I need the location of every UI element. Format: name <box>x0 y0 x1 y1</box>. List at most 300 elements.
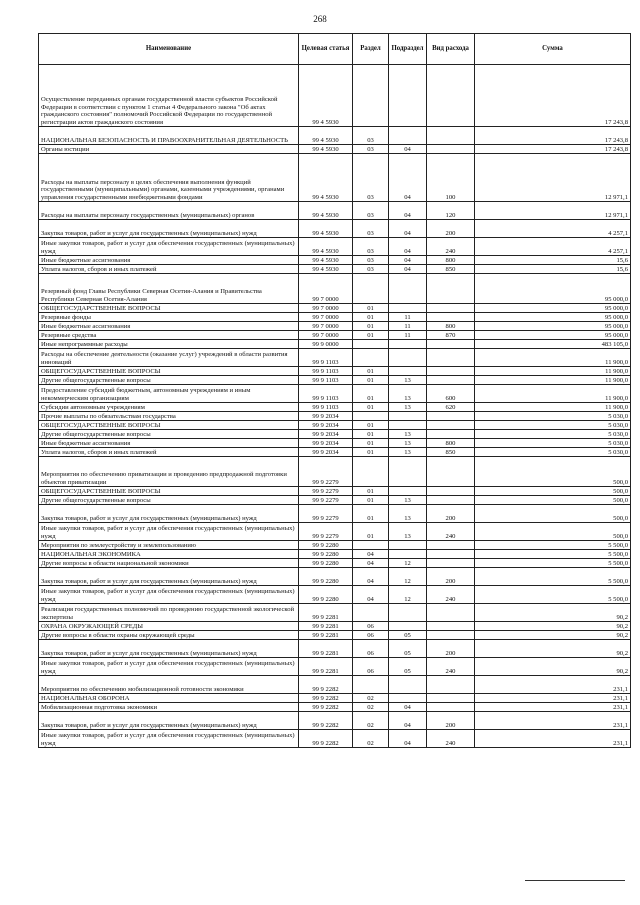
table-header-row <box>39 34 631 65</box>
row-amount: 90,2 <box>475 631 631 640</box>
row-expense-type <box>427 496 475 505</box>
row-subsection <box>389 340 427 349</box>
row-expense-type <box>427 274 475 304</box>
row-name: Иные закупки товаров, работ и услуг для обеспечения государственных (муниципальных) нужд <box>39 586 299 604</box>
row-section: 04 <box>353 559 389 568</box>
row-name: ОБЩЕГОСУДАРСТВЕННЫЕ ВОПРОСЫ <box>39 367 299 376</box>
row-amount: 15,6 <box>475 265 631 274</box>
row-target: 99 9 2281 <box>299 640 353 658</box>
table-row <box>39 154 631 202</box>
row-expense-type: 850 <box>427 265 475 274</box>
row-section: 04 <box>353 550 389 559</box>
header-target: Целевая статья <box>299 34 353 65</box>
row-section: 03 <box>353 202 389 220</box>
row-expense-type <box>427 127 475 145</box>
row-amount: 95 000,0 <box>475 274 631 304</box>
row-name: Резервные средства <box>39 331 299 340</box>
row-subsection <box>389 367 427 376</box>
row-target: 99 9 2034 <box>299 430 353 439</box>
row-expense-type <box>427 694 475 703</box>
row-name: Другие вопросы в области охраны окружающей среды <box>39 631 299 640</box>
row-amount: 90,2 <box>475 640 631 658</box>
row-section: 01 <box>353 505 389 523</box>
row-expense-type: 200 <box>427 505 475 523</box>
row-amount: 12 971,1 <box>475 202 631 220</box>
row-expense-type: 240 <box>427 523 475 541</box>
row-subsection <box>389 604 427 622</box>
row-amount: 90,2 <box>475 658 631 676</box>
row-target: 99 9 2281 <box>299 604 353 622</box>
row-expense-type <box>427 304 475 313</box>
row-amount: 5 030,0 <box>475 439 631 448</box>
row-amount: 5 500,0 <box>475 550 631 559</box>
row-amount: 11 900,0 <box>475 349 631 367</box>
table-row <box>39 640 631 658</box>
row-name: Резервный фонд Главы Республики Северная Осетия-Алания и Правительства Республики Северная Осетия-Алания <box>39 274 299 304</box>
row-expense-type <box>427 340 475 349</box>
row-name: Закупка товаров, работ и услуг для государственных (муниципальных) нужд <box>39 712 299 730</box>
row-target: 99 9 2034 <box>299 412 353 421</box>
row-expense-type <box>427 376 475 385</box>
row-section: 01 <box>353 313 389 322</box>
row-section: 06 <box>353 658 389 676</box>
row-target: 99 9 2282 <box>299 712 353 730</box>
row-target: 99 9 2279 <box>299 523 353 541</box>
row-amount: 500,0 <box>475 457 631 487</box>
row-expense-type <box>427 703 475 712</box>
row-target: 99 9 2279 <box>299 457 353 487</box>
row-target: 99 9 2280 <box>299 568 353 586</box>
row-section: 01 <box>353 367 389 376</box>
table-row <box>39 586 631 604</box>
row-name: ОХРАНА ОКРУЖАЮЩЕЙ СРЕДЫ <box>39 622 299 631</box>
row-name: Расходы на выплаты персоналу государственных (муниципальных) органов <box>39 202 299 220</box>
row-section: 01 <box>353 322 389 331</box>
table-row <box>39 430 631 439</box>
row-section: 06 <box>353 631 389 640</box>
row-subsection: 13 <box>389 376 427 385</box>
table-row <box>39 65 631 127</box>
table-row <box>39 265 631 274</box>
row-name: Мероприятия по обеспечению приватизации и проведению предпродажной подготовки объектов приватизации <box>39 457 299 487</box>
row-target: 99 9 1103 <box>299 385 353 403</box>
row-name: Уплата налогов, сборов и иных платежей <box>39 265 299 274</box>
row-expense-type: 200 <box>427 220 475 238</box>
row-expense-type: 240 <box>427 730 475 748</box>
row-section: 04 <box>353 568 389 586</box>
row-subsection <box>389 622 427 631</box>
row-section: 03 <box>353 127 389 145</box>
row-subsection: 05 <box>389 631 427 640</box>
row-amount: 5 030,0 <box>475 412 631 421</box>
row-amount: 5 500,0 <box>475 586 631 604</box>
row-name: Закупка товаров, работ и услуг для государственных (муниципальных) нужд <box>39 220 299 238</box>
row-target: 99 4 5930 <box>299 202 353 220</box>
row-amount: 500,0 <box>475 505 631 523</box>
table-row <box>39 367 631 376</box>
table-row <box>39 448 631 457</box>
table-row <box>39 274 631 304</box>
table-row <box>39 496 631 505</box>
row-subsection <box>389 127 427 145</box>
row-amount: 231,1 <box>475 694 631 703</box>
row-section: 03 <box>353 220 389 238</box>
row-target: 99 9 2282 <box>299 703 353 712</box>
row-subsection: 13 <box>389 403 427 412</box>
table-row <box>39 376 631 385</box>
row-section: 01 <box>353 430 389 439</box>
row-subsection: 04 <box>389 730 427 748</box>
row-amount: 11 900,0 <box>475 385 631 403</box>
row-amount: 95 000,0 <box>475 322 631 331</box>
row-amount: 231,1 <box>475 712 631 730</box>
row-target: 99 9 2281 <box>299 631 353 640</box>
row-amount: 5 500,0 <box>475 568 631 586</box>
row-name: Иные непрограммные расходы <box>39 340 299 349</box>
row-expense-type: 200 <box>427 712 475 730</box>
row-target: 99 4 5930 <box>299 220 353 238</box>
row-name: Другие вопросы в области национальной экономики <box>39 559 299 568</box>
table-row <box>39 505 631 523</box>
table-row <box>39 220 631 238</box>
row-subsection <box>389 274 427 304</box>
table-row <box>39 421 631 430</box>
row-expense-type <box>427 622 475 631</box>
row-subsection: 04 <box>389 154 427 202</box>
row-expense-type <box>427 550 475 559</box>
row-name: Другие общегосударственные вопросы <box>39 430 299 439</box>
row-subsection: 04 <box>389 145 427 154</box>
row-name: Мероприятия по обеспечению мобилизационной готовности экономики <box>39 676 299 694</box>
row-subsection: 13 <box>389 523 427 541</box>
row-name: Иные бюджетные ассигнования <box>39 439 299 448</box>
row-section: 02 <box>353 712 389 730</box>
row-amount: 12 971,1 <box>475 154 631 202</box>
row-subsection <box>389 676 427 694</box>
row-subsection <box>389 349 427 367</box>
row-name: Закупка товаров, работ и услуг для государственных (муниципальных) нужд <box>39 505 299 523</box>
row-section: 01 <box>353 496 389 505</box>
table-row <box>39 631 631 640</box>
row-section <box>353 457 389 487</box>
row-amount: 5 030,0 <box>475 448 631 457</box>
row-expense-type: 870 <box>427 331 475 340</box>
table-row <box>39 439 631 448</box>
row-section: 06 <box>353 640 389 658</box>
table-row <box>39 349 631 367</box>
table-row <box>39 604 631 622</box>
row-expense-type <box>427 349 475 367</box>
row-target: 99 9 2280 <box>299 586 353 604</box>
row-amount: 17 243,8 <box>475 65 631 127</box>
row-name: Прочие выплаты по обязательствам государства <box>39 412 299 421</box>
row-section: 01 <box>353 421 389 430</box>
row-target: 99 9 2280 <box>299 550 353 559</box>
row-subsection: 12 <box>389 586 427 604</box>
row-target: 99 7 0000 <box>299 304 353 313</box>
row-name: Иные закупки товаров, работ и услуг для обеспечения государственных (муниципальных) нужд <box>39 523 299 541</box>
table-row <box>39 304 631 313</box>
row-expense-type: 100 <box>427 154 475 202</box>
row-section <box>353 65 389 127</box>
row-subsection: 05 <box>389 658 427 676</box>
row-amount: 231,1 <box>475 703 631 712</box>
page-number: 268 <box>313 14 327 24</box>
table-row <box>39 694 631 703</box>
row-subsection: 13 <box>389 448 427 457</box>
row-subsection: 11 <box>389 322 427 331</box>
row-target: 99 9 2280 <box>299 559 353 568</box>
row-subsection: 13 <box>389 430 427 439</box>
row-target: 99 9 2281 <box>299 622 353 631</box>
row-section: 01 <box>353 331 389 340</box>
row-expense-type: 200 <box>427 640 475 658</box>
row-subsection: 04 <box>389 202 427 220</box>
row-subsection: 11 <box>389 331 427 340</box>
row-subsection: 05 <box>389 640 427 658</box>
row-expense-type <box>427 145 475 154</box>
row-name: ОБЩЕГОСУДАРСТВЕННЫЕ ВОПРОСЫ <box>39 487 299 496</box>
row-amount: 5 500,0 <box>475 559 631 568</box>
row-target: 99 9 2282 <box>299 730 353 748</box>
table-row <box>39 340 631 349</box>
row-target: 99 4 5930 <box>299 256 353 265</box>
row-subsection: 13 <box>389 496 427 505</box>
row-expense-type: 600 <box>427 385 475 403</box>
row-amount: 500,0 <box>475 496 631 505</box>
header-amount: Сумма <box>475 34 631 65</box>
row-section: 01 <box>353 403 389 412</box>
row-target: 99 4 5930 <box>299 127 353 145</box>
row-section: 01 <box>353 448 389 457</box>
row-name: ОБЩЕГОСУДАРСТВЕННЫЕ ВОПРОСЫ <box>39 421 299 430</box>
row-name: Закупка товаров, работ и услуг для государственных (муниципальных) нужд <box>39 568 299 586</box>
row-expense-type: 240 <box>427 238 475 256</box>
row-name: Закупка товаров, работ и услуг для государственных (муниципальных) нужд <box>39 640 299 658</box>
row-name: ОБЩЕГОСУДАРСТВЕННЫЕ ВОПРОСЫ <box>39 304 299 313</box>
table-row <box>39 322 631 331</box>
table-row <box>39 730 631 748</box>
row-name: Иные закупки товаров, работ и услуг для обеспечения государственных (муниципальных) нужд <box>39 238 299 256</box>
row-name: НАЦИОНАЛЬНАЯ БЕЗОПАСНОСТЬ И ПРАВООХРАНИТЕЛЬНАЯ ДЕЯТЕЛЬНОСТЬ <box>39 127 299 145</box>
row-amount: 95 000,0 <box>475 331 631 340</box>
row-target: 99 9 2034 <box>299 439 353 448</box>
row-expense-type: 800 <box>427 439 475 448</box>
row-subsection <box>389 412 427 421</box>
row-expense-type <box>427 430 475 439</box>
row-name: Иные закупки товаров, работ и услуг для обеспечения государственных (муниципальных) нужд <box>39 658 299 676</box>
table-row <box>39 541 631 550</box>
row-amount: 5 500,0 <box>475 541 631 550</box>
row-target: 99 4 5930 <box>299 154 353 202</box>
row-name: Другие общегосударственные вопросы <box>39 496 299 505</box>
row-section: 01 <box>353 376 389 385</box>
table-row <box>39 256 631 265</box>
row-section: 04 <box>353 586 389 604</box>
row-expense-type <box>427 65 475 127</box>
row-amount: 5 030,0 <box>475 421 631 430</box>
row-section <box>353 274 389 304</box>
row-amount: 90,2 <box>475 604 631 622</box>
row-subsection: 04 <box>389 238 427 256</box>
row-target: 99 9 2279 <box>299 505 353 523</box>
row-section <box>353 541 389 550</box>
row-name: Реализация государственных полномочий по проведению государственной экологической экспертизы <box>39 604 299 622</box>
row-name: НАЦИОНАЛЬНАЯ ОБОРОНА <box>39 694 299 703</box>
row-subsection: 13 <box>389 439 427 448</box>
row-expense-type <box>427 604 475 622</box>
row-subsection <box>389 694 427 703</box>
row-name: Осуществление переданных органам государственной власти субъектов Российской Федерации в соответствии с пунктом 1 статьи 4 Федерального закона "Об актах гражданского состояния" полномочий Российской Федерации по государственной регистрации актов гражданского состояния <box>39 65 299 127</box>
row-target: 99 9 1103 <box>299 367 353 376</box>
row-target: 99 4 5930 <box>299 238 353 256</box>
row-target: 99 7 0000 <box>299 322 353 331</box>
row-section: 03 <box>353 256 389 265</box>
row-target: 99 9 1103 <box>299 403 353 412</box>
row-section: 01 <box>353 487 389 496</box>
row-expense-type <box>427 457 475 487</box>
header-name: Наименование <box>39 34 299 65</box>
row-expense-type: 200 <box>427 568 475 586</box>
row-target: 99 9 1103 <box>299 376 353 385</box>
table-row <box>39 559 631 568</box>
row-section: 03 <box>353 238 389 256</box>
row-name: Другие общегосударственные вопросы <box>39 376 299 385</box>
row-target: 99 4 5930 <box>299 145 353 154</box>
row-subsection <box>389 65 427 127</box>
row-section <box>353 676 389 694</box>
row-name: Расходы на выплаты персоналу в целях обеспечения выполнения функций государственными (муниципальными) органами, казенными учреждениями, органами управления государственными внебюджетными фондами <box>39 154 299 202</box>
row-section: 03 <box>353 154 389 202</box>
row-expense-type <box>427 367 475 376</box>
row-amount: 231,1 <box>475 676 631 694</box>
row-expense-type: 240 <box>427 586 475 604</box>
row-amount: 231,1 <box>475 730 631 748</box>
row-name: Резервные фонды <box>39 313 299 322</box>
row-subsection: 12 <box>389 568 427 586</box>
row-subsection: 04 <box>389 265 427 274</box>
row-amount: 4 257,1 <box>475 220 631 238</box>
table-row <box>39 487 631 496</box>
row-amount: 4 257,1 <box>475 238 631 256</box>
table-row <box>39 331 631 340</box>
row-section <box>353 349 389 367</box>
row-subsection: 12 <box>389 559 427 568</box>
row-subsection <box>389 541 427 550</box>
row-target: 99 4 5930 <box>299 265 353 274</box>
row-section: 01 <box>353 385 389 403</box>
table-row <box>39 457 631 487</box>
row-expense-type <box>427 412 475 421</box>
table-row <box>39 412 631 421</box>
row-amount: 500,0 <box>475 523 631 541</box>
row-name: Мероприятия по землеустройству и землепользованию <box>39 541 299 550</box>
row-expense-type: 620 <box>427 403 475 412</box>
row-subsection: 04 <box>389 712 427 730</box>
row-target: 99 9 2282 <box>299 676 353 694</box>
row-target: 99 9 2034 <box>299 421 353 430</box>
header-expense-type: Вид расхода <box>427 34 475 65</box>
row-expense-type: 800 <box>427 256 475 265</box>
row-name: Иные бюджетные ассигнования <box>39 322 299 331</box>
row-subsection <box>389 457 427 487</box>
row-section: 01 <box>353 523 389 541</box>
table-row <box>39 313 631 322</box>
row-expense-type: 800 <box>427 322 475 331</box>
row-name: Субсидии автономным учреждениям <box>39 403 299 412</box>
row-target: 99 9 2279 <box>299 496 353 505</box>
row-target: 99 7 0000 <box>299 331 353 340</box>
row-target: 99 9 1103 <box>299 349 353 367</box>
table-row <box>39 202 631 220</box>
row-subsection: 13 <box>389 385 427 403</box>
row-section <box>353 604 389 622</box>
row-amount: 483 105,0 <box>475 340 631 349</box>
row-subsection <box>389 487 427 496</box>
row-subsection <box>389 304 427 313</box>
row-section: 01 <box>353 304 389 313</box>
row-name: Иные бюджетные ассигнования <box>39 256 299 265</box>
row-target: 99 9 2034 <box>299 448 353 457</box>
row-amount: 17 243,8 <box>475 127 631 145</box>
row-section: 03 <box>353 145 389 154</box>
row-expense-type: 240 <box>427 658 475 676</box>
row-amount: 5 030,0 <box>475 430 631 439</box>
table-row <box>39 676 631 694</box>
row-subsection: 13 <box>389 505 427 523</box>
row-section: 02 <box>353 730 389 748</box>
row-subsection <box>389 421 427 430</box>
row-subsection: 04 <box>389 256 427 265</box>
row-section <box>353 340 389 349</box>
row-amount: 95 000,0 <box>475 313 631 322</box>
row-name: Иные закупки товаров, работ и услуг для обеспечения государственных (муниципальных) нужд <box>39 730 299 748</box>
table-row <box>39 568 631 586</box>
row-name: Расходы на обеспечение деятельности (оказание услуг) учреждений в области развития инноваций <box>39 349 299 367</box>
table-row <box>39 550 631 559</box>
row-expense-type <box>427 487 475 496</box>
table-row <box>39 523 631 541</box>
row-subsection: 11 <box>389 313 427 322</box>
budget-table <box>38 33 631 748</box>
row-amount: 90,2 <box>475 622 631 631</box>
header-section: Раздел <box>353 34 389 65</box>
row-subsection: 04 <box>389 703 427 712</box>
row-name: Предоставление субсидий бюджетным, автономным учреждениям и иным некоммерческим организациям <box>39 385 299 403</box>
table-row <box>39 703 631 712</box>
row-name: НАЦИОНАЛЬНАЯ ЭКОНОМИКА <box>39 550 299 559</box>
row-amount: 11 900,0 <box>475 403 631 412</box>
row-target: 99 9 0000 <box>299 340 353 349</box>
row-expense-type: 120 <box>427 202 475 220</box>
table-row <box>39 145 631 154</box>
row-target: 99 9 2280 <box>299 541 353 550</box>
row-target: 99 7 0000 <box>299 313 353 322</box>
row-target: 99 9 2282 <box>299 694 353 703</box>
header-subsection: Подраздел <box>389 34 427 65</box>
row-amount: 17 243,8 <box>475 145 631 154</box>
row-section <box>353 412 389 421</box>
row-section: 03 <box>353 265 389 274</box>
row-section: 02 <box>353 703 389 712</box>
row-target: 99 4 5930 <box>299 65 353 127</box>
row-target: 99 9 2279 <box>299 487 353 496</box>
row-amount: 15,6 <box>475 256 631 265</box>
row-expense-type <box>427 313 475 322</box>
row-amount: 11 900,0 <box>475 376 631 385</box>
row-expense-type <box>427 421 475 430</box>
row-expense-type <box>427 676 475 694</box>
